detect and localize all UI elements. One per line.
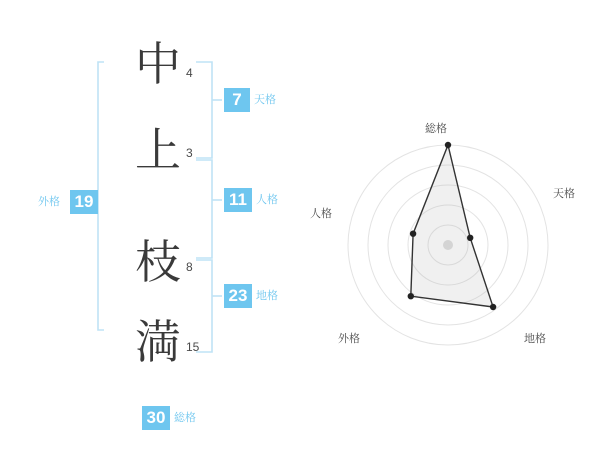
soukaku-value: 30 [142, 406, 170, 430]
name-stroke-panel [0, 0, 300, 470]
jinkaku-value: 11 [224, 188, 252, 212]
name-char-3-strokes: 8 [186, 260, 193, 274]
name-char-4-strokes: 15 [186, 340, 200, 354]
name-char-2-strokes: 3 [186, 146, 193, 160]
tenkaku-value: 7 [224, 88, 250, 112]
gaikaku-label: 外格 [38, 196, 60, 208]
name-char-1-strokes: 4 [186, 66, 193, 80]
name-char-3: 枝 [135, 237, 181, 288]
radar-axis-label-chikaku: 地格 [524, 333, 546, 345]
tenkaku-label: 天格 [254, 94, 276, 106]
radar-chart-svg [300, 0, 600, 470]
name-char-4: 満 [135, 317, 181, 368]
soukaku-label: 総格 [174, 412, 196, 424]
gaikaku-value: 19 [70, 190, 98, 214]
name-char-1: 中 [135, 39, 181, 90]
chikaku-label: 地格 [256, 290, 278, 302]
radar-axis-label-gaikaku: 外格 [338, 333, 360, 345]
name-char-2: 上 [135, 125, 181, 176]
radar-axis-label-tenkaku: 天格 [553, 188, 575, 200]
chikaku-value: 23 [224, 284, 252, 308]
radar-axis-label-soukaku: 総格 [425, 123, 447, 135]
radar-chart [300, 0, 600, 470]
radar-axis-label-jinkaku: 人格 [310, 208, 332, 220]
jinkaku-label: 人格 [256, 194, 278, 206]
